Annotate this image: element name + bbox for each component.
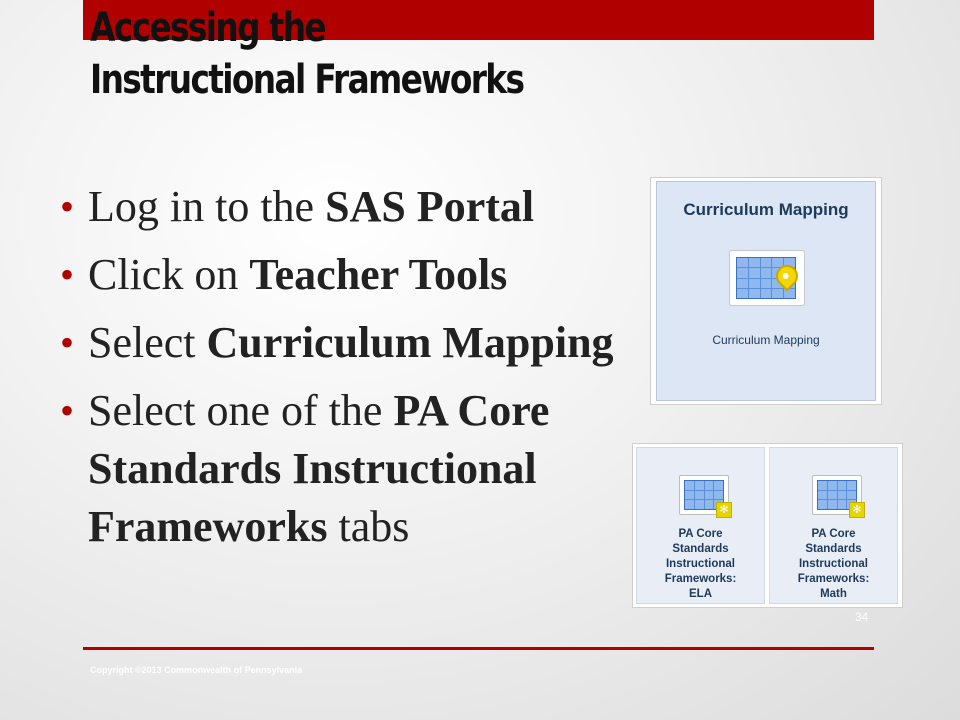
copyright-text: Copyright ©2013 Commonwealth of Pennsylvania xyxy=(90,665,303,675)
curriculum-mapping-label[interactable]: Curriculum Mapping xyxy=(712,333,820,347)
title-line-2: Instructional Frameworks xyxy=(90,57,524,103)
bullet-item xyxy=(60,314,620,372)
bullet-bold-text: SAS Portal xyxy=(325,182,535,231)
curriculum-mapping-screenshot xyxy=(650,177,882,405)
frameworks-tabs-screenshot xyxy=(632,443,903,608)
bullet-text: Log in to the xyxy=(88,182,326,231)
grid-star-icon xyxy=(812,475,862,515)
bullet-bold-text: PA Core Standards Instructional Frameworks xyxy=(88,386,550,551)
title-line-1: Accessing the xyxy=(90,5,326,51)
bullet-item xyxy=(60,382,620,556)
star-badge-icon: ✻ xyxy=(716,502,732,518)
bullet-bold-text: Curriculum Mapping xyxy=(206,318,614,367)
bullet-text: Click on xyxy=(88,250,250,299)
page-number: 34 xyxy=(855,610,869,624)
curriculum-mapping-tile[interactable] xyxy=(656,181,876,401)
map-pin-icon[interactable] xyxy=(729,250,805,306)
bullet-list xyxy=(60,178,620,566)
slide-title xyxy=(90,2,523,106)
tab-label: PA Core Standards Instructional Frameworks: ELA xyxy=(664,528,737,600)
star-badge-icon: ✻ xyxy=(849,502,865,518)
curriculum-mapping-title: Curriculum Mapping xyxy=(683,200,849,219)
footer-divider xyxy=(83,647,874,650)
bullet-text: Select xyxy=(88,318,207,367)
bullet-bold-text: Teacher Tools xyxy=(249,250,508,299)
bullet-text: tabs xyxy=(327,502,410,551)
tab-frameworks-math[interactable] xyxy=(769,447,898,604)
bullet-item xyxy=(60,246,620,304)
bullet-text: Select one of the xyxy=(88,386,394,435)
tab-label: PA Core Standards Instructional Frameworks: Math xyxy=(797,528,870,600)
grid-star-icon xyxy=(679,475,729,515)
bullet-item xyxy=(60,178,620,236)
tab-frameworks-ela[interactable] xyxy=(636,447,765,604)
